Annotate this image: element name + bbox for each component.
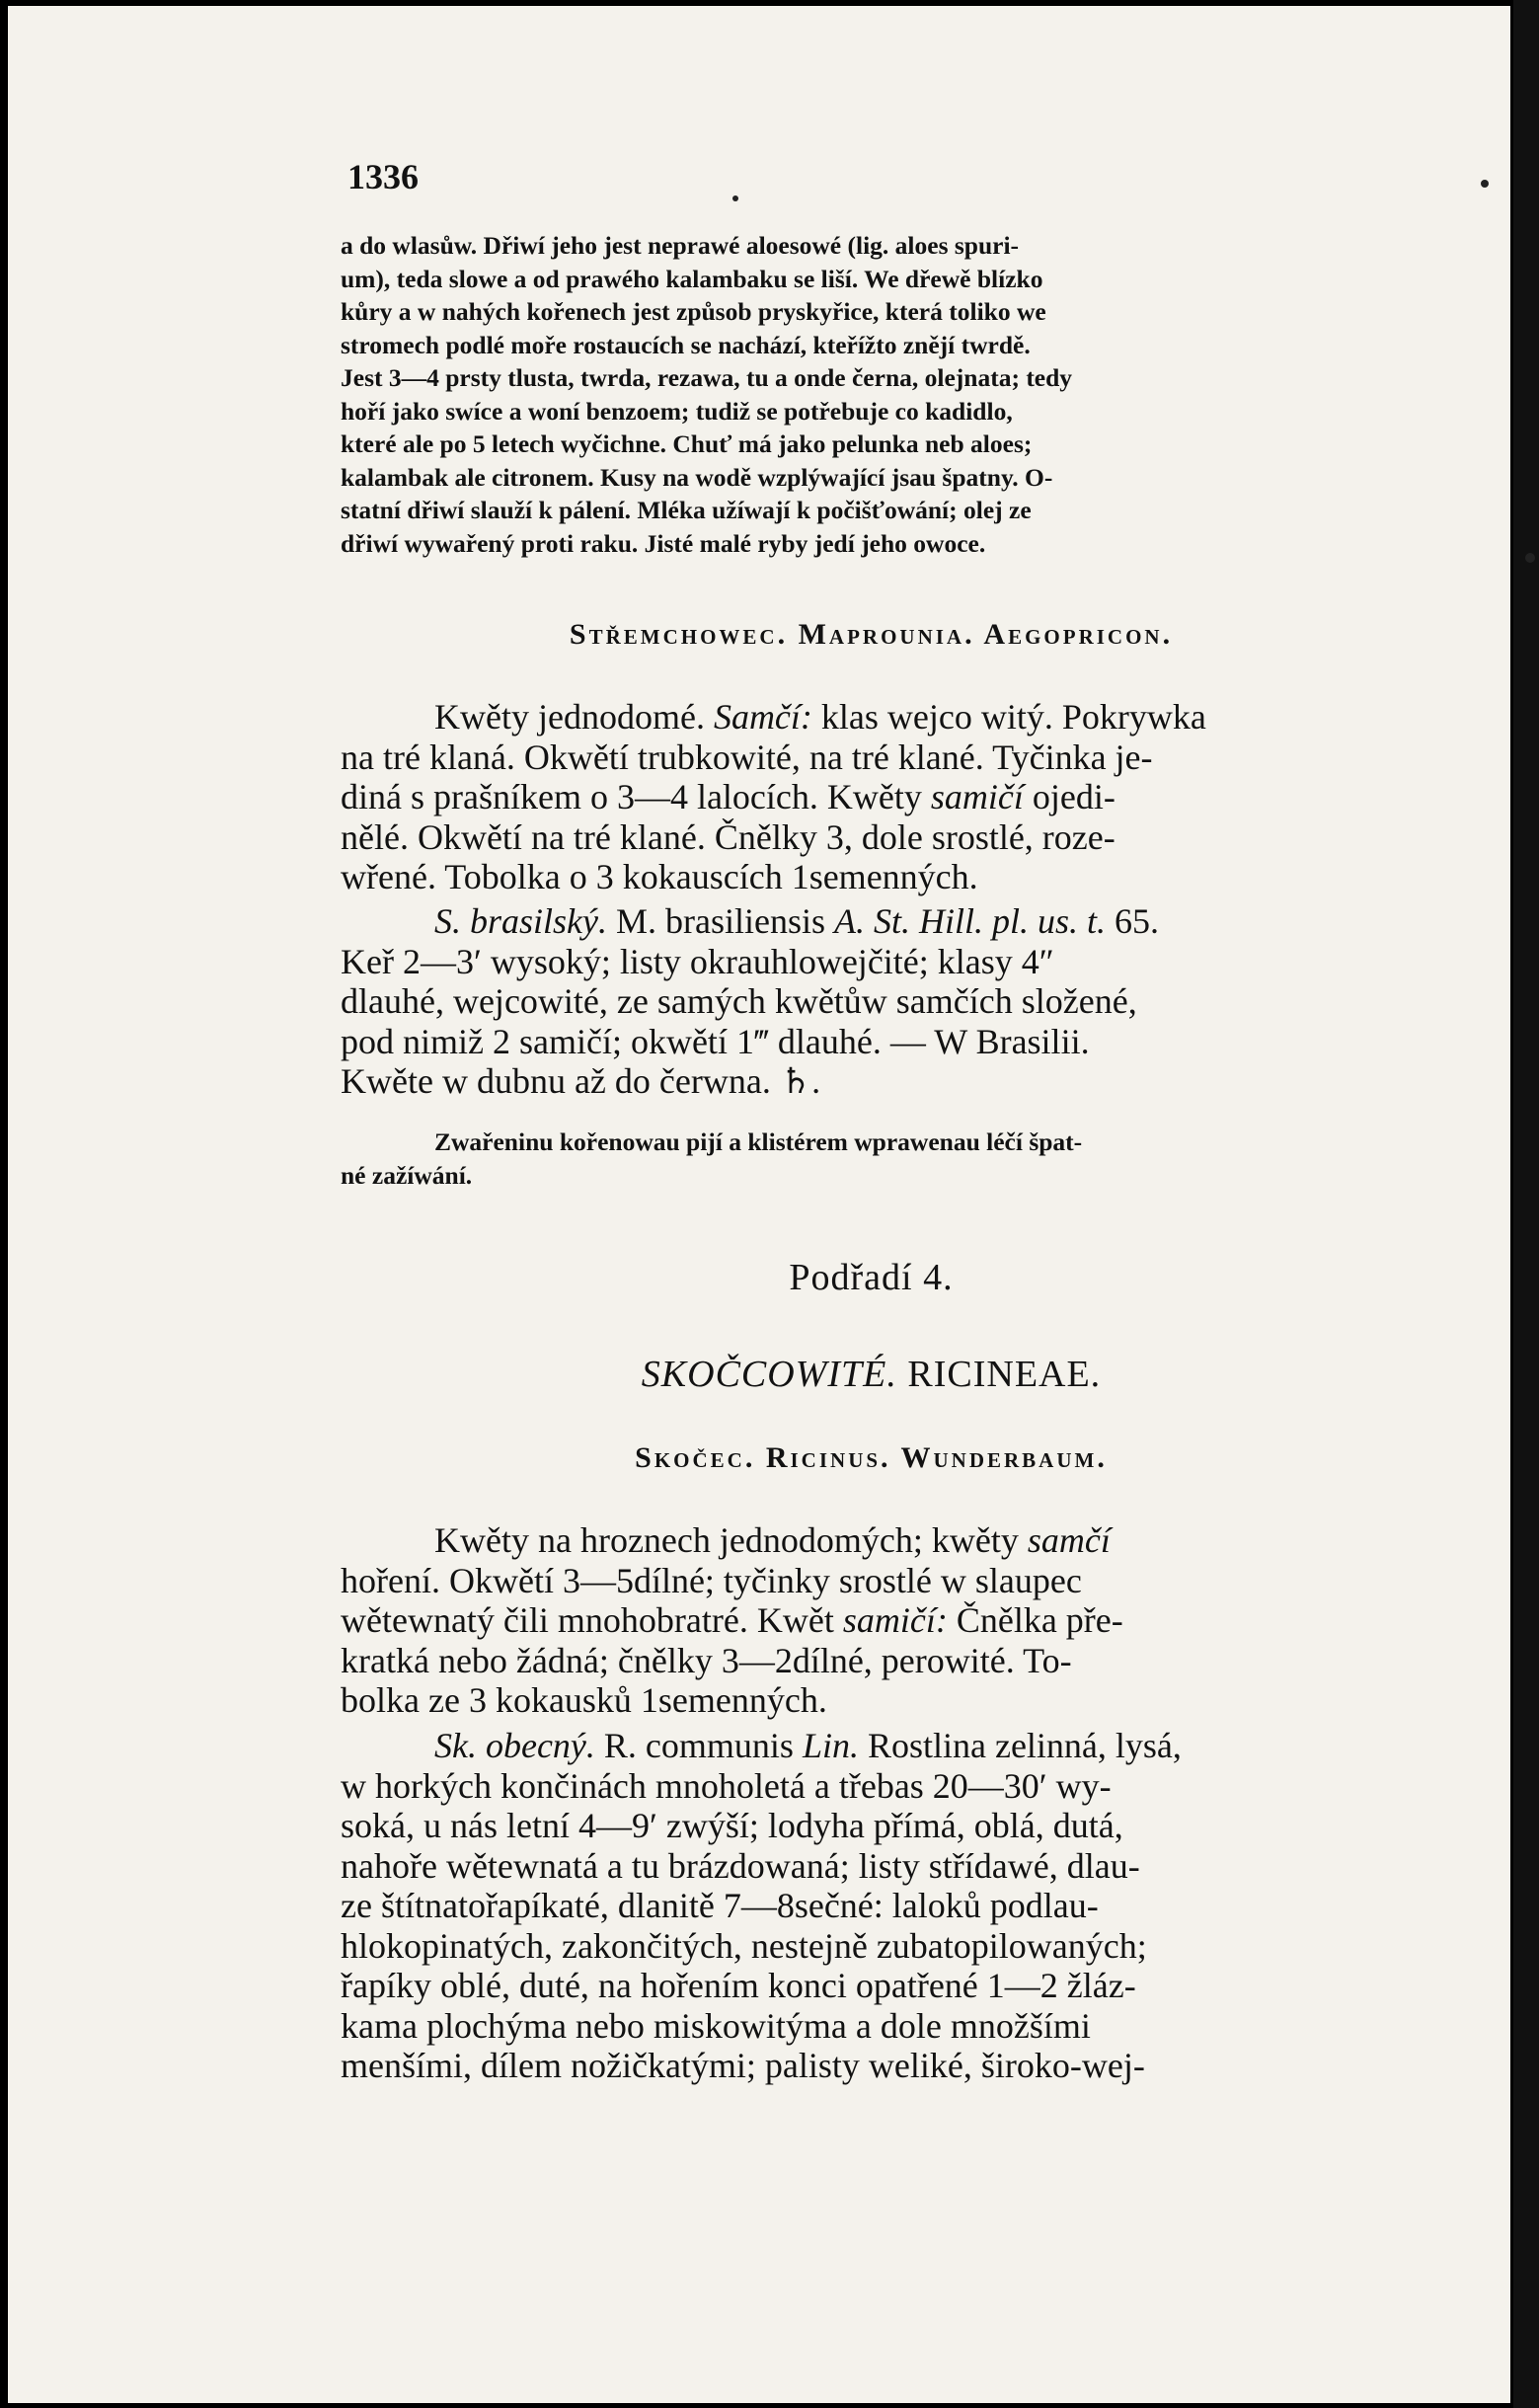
text-line: řapíky oblé, duté, na hořením konci opatřené 1—2 žláz- — [341, 1966, 1136, 2005]
text-line: statní dřiwí slauží k pálení. Mléka užíwají k počišťowání; olej ze — [341, 496, 1032, 524]
text-line — [341, 1600, 1402, 1641]
latin-name: M. brasiliensis — [607, 901, 834, 941]
text-line: kůry a w nahých kořenech jest způsob pryskyřice, která toliko we — [341, 297, 1046, 326]
text-line: nahoře wětewnatá a tu brázdowaná; listy střídawé, dlau- — [341, 1845, 1140, 1886]
genus-description — [341, 1520, 1402, 1721]
text-line: menšími, dílem nožičkatými; palisty weliké, široko-wej- — [341, 2046, 1145, 2085]
text-line — [341, 777, 1402, 817]
family-name-latin: RICINEAE. — [896, 1354, 1102, 1395]
text-line: um), teda slowe a od prawého kalambaku se liší. We dřewě blízko — [341, 264, 1043, 293]
text-run: Rostlina zelinná, lysá, — [858, 1726, 1182, 1765]
text-line: Jest 3—4 prsty tlusta, twrda, rezawa, tu a onde černa, olejnata; tedy — [341, 363, 1073, 392]
text-line: Kwěte w dubnu až do čerwna. ♄. — [341, 1061, 821, 1101]
text-line — [341, 697, 1402, 738]
authority: A. St. Hill. pl. us. t. — [834, 901, 1107, 941]
text-line: Zwařeninu kořenowau pijí a klistérem wprawenau léčí špat- — [434, 1127, 1083, 1156]
text-line: né zažíwání. — [341, 1160, 473, 1190]
family-title — [341, 1353, 1402, 1396]
text-line: w horkých končinách mnoholetá a třebas 20—30′ wy- — [341, 1765, 1112, 1806]
italic-term: samičí — [930, 777, 1024, 816]
italic-term: samičí: — [842, 1600, 948, 1640]
species-name: Sk. obecný. — [434, 1726, 595, 1765]
text-line: kama plochýma nebo miskowitýma a dole množšími — [341, 2005, 1091, 2046]
text-run: diná s prašníkem o 3—4 lalocích. Kwěty — [341, 777, 931, 816]
species-name: S. brasilský. — [434, 901, 607, 941]
text-line: ze štítnatořapíkaté, dlanitě 7—8sečné: laloků podlau- — [341, 1886, 1099, 1925]
suborder-label: Podřadí 4. — [789, 1257, 954, 1298]
family-name-czech: SKOČCOWITÉ. — [641, 1354, 897, 1395]
text-line: kratká nebo žádná; čnělky 3—2dílné, perowité. To- — [341, 1640, 1072, 1680]
text-line — [341, 1726, 1402, 1766]
text-line: hoření. Okwětí 3—5dílné; tyčinky srostlé w slaupec — [341, 1560, 1082, 1600]
text-line: hlokopinatých, zakončitých, nestejně zubatopilowaných; — [341, 1925, 1147, 1966]
scan-speck — [1525, 553, 1535, 563]
text-run: ojedi- — [1023, 777, 1116, 816]
scan-edge — [1513, 0, 1539, 2408]
text-line — [341, 1520, 1402, 1561]
text-line: dlauhé, wejcowité, ze samých kwětůw samčích složené, — [341, 981, 1137, 1021]
text-line: bolka ze 3 kokausků 1semenných. — [341, 1680, 827, 1720]
genus-description — [341, 697, 1402, 897]
text-line: dřiwí wywařený proti raku. Jisté malé ryby jedí jeho owoce. — [341, 528, 986, 558]
latin-name: R. communis — [594, 1726, 803, 1765]
text-run: Kwěty jednodomé. — [434, 697, 714, 737]
text-run: Čnělka pře- — [947, 1600, 1123, 1640]
text-line: a do wlasůw. Dřiwí jeho jest neprawé aloesowé (lig. aloes spuri- — [341, 231, 1020, 260]
text-line: kalambak ale citronem. Kusy na wodě wzplýwající jsau špatny. O- — [341, 462, 1053, 492]
text-line — [341, 901, 1402, 942]
text-line: soká, u nás letní 4—9′ zwýší; lodyha přímá, oblá, dutá, — [341, 1806, 1123, 1845]
top-paragraph — [341, 229, 1402, 560]
genus-header: Skočec. Ricinus. Wunderbaum. — [635, 1441, 1108, 1474]
text-line: wřené. Tobolka o 3 kokauscích 1semenných. — [341, 857, 978, 896]
text-run: 65. — [1106, 901, 1160, 941]
text-line: na tré klaná. Okwětí trubkowité, na tré klané. Tyčinka je- — [341, 737, 1153, 777]
text-line: Keř 2—3′ wysoký; listy okrauhlowejčité; klasy 4″ — [341, 941, 1054, 981]
scan-speck — [1481, 180, 1489, 188]
text-run: wětewnatý čili mnohobratré. Kwět — [341, 1600, 843, 1640]
species-note — [341, 1126, 1402, 1192]
italic-term: samčí — [1027, 1520, 1111, 1560]
species-entry — [341, 901, 1402, 1102]
text-line: hoří jako swíce a woní benzoem; tudiž se potřebuje co kadidlo, — [341, 396, 1013, 426]
page-number: 1336 — [347, 157, 419, 196]
italic-term: Samčí: — [713, 697, 812, 737]
text-line: nělé. Okwětí na tré klané. Čnělky 3, dole srostlé, roze- — [341, 816, 1116, 857]
genus-header: Střemchowec. Maprounia. Aegopricon. — [569, 618, 1174, 651]
text-line: stromech podlé moře rostaucích se nachází, kteřížto znějí twrdě. — [341, 330, 1031, 359]
authority: Lin. — [802, 1726, 859, 1765]
text-run: klas wejco witý. Pokrywka — [811, 697, 1206, 737]
text-run: Kwěty na hroznech jednodomých; kwěty — [434, 1520, 1028, 1560]
text-line: pod nimiž 2 samičí; okwětí 1‴ dlauhé. — W Brasilii. — [341, 1021, 1090, 1061]
species-entry — [341, 1726, 1402, 2086]
scan-speck — [732, 195, 738, 201]
text-line: které ale po 5 letech wyčichne. Chuť má jako pelunka neb aloes; — [341, 429, 1033, 458]
